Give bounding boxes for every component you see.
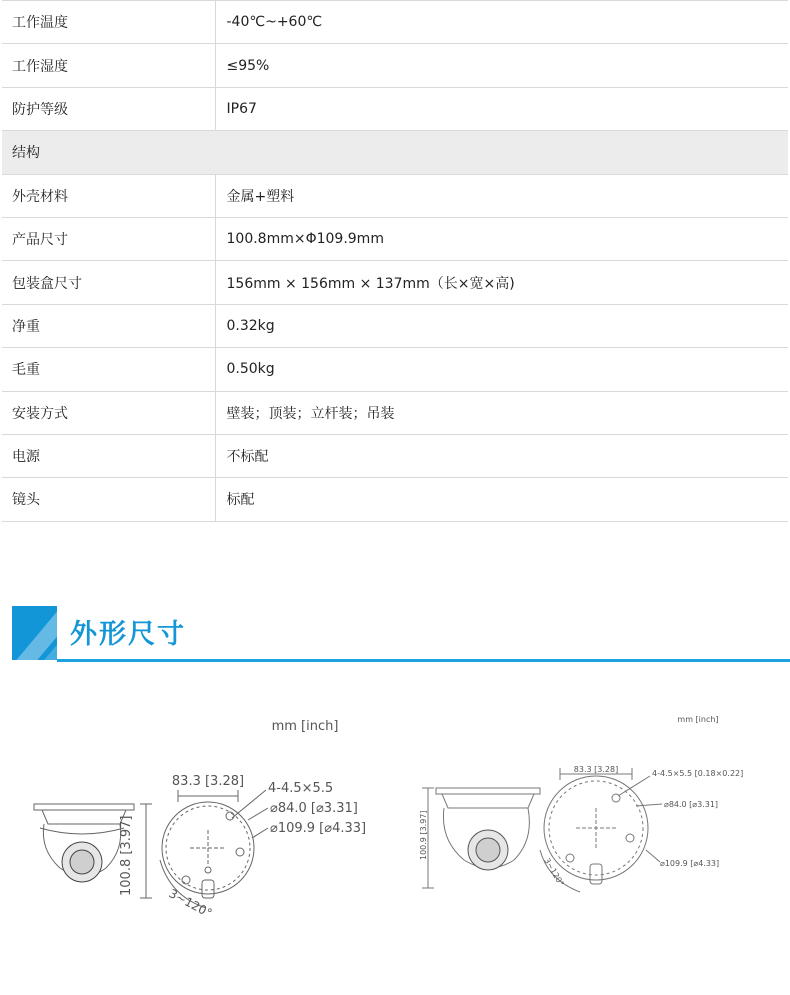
holes-label: 4-4.5×5.5 [268,781,334,796]
spec-row [2,304,788,347]
side-view-icon [436,788,540,870]
width-label: 83.3 [3.28] [171,774,245,789]
top-view-icon [162,802,254,898]
spec-label: 外壳材料 [2,174,215,217]
section-marker-icon [12,606,57,660]
spec-row [2,1,788,44]
dimension-drawing-right [410,700,780,910]
section-divider [57,659,790,662]
spec-section-title: 结构 [2,131,788,174]
spec-value: 0.32kg [215,304,788,347]
dimension-drawing-left [20,700,380,940]
spec-label: 镜头 [2,478,215,521]
width-label: 83.3 [3.28] [573,765,619,774]
spec-value: 不标配 [215,434,788,477]
spec-row [2,44,788,87]
spec-row [2,478,788,521]
top-view-icon [544,776,648,884]
spec-value: 标配 [215,478,788,521]
angle-label: 3~120° [166,886,215,921]
height-label: 100.9 [3.97] [419,810,428,860]
spec-row [2,87,788,130]
diameter-inner-label: ⌀84.0 [⌀3.31] [664,800,719,809]
spec-value: 0.50kg [215,348,788,391]
spec-label: 工作温度 [2,1,215,44]
spec-label: 毛重 [2,348,215,391]
unit-label: mm [inch] [271,719,339,734]
angle-label: 3~120° [542,856,566,888]
spec-value: 156mm × 156mm × 137mm（长×宽×高) [215,261,788,304]
spec-row [2,391,788,434]
unit-label: mm [inch] [677,715,719,724]
height-label: 100.8 [3.97] [119,815,134,896]
spec-row [2,434,788,477]
spec-row [2,217,788,260]
spec-value: 壁装；顶装；立杆装；吊装 [215,391,788,434]
spec-table [2,0,788,522]
spec-label: 产品尺寸 [2,217,215,260]
section-title: 外形尺寸 [70,619,186,650]
diameter-inner-label: ⌀84.0 [⌀3.31] [270,801,358,816]
spec-label: 安装方式 [2,391,215,434]
spec-value: 金属+塑料 [215,174,788,217]
spec-label: 电源 [2,434,215,477]
spec-label: 包装盒尺寸 [2,261,215,304]
spec-label: 工作湿度 [2,44,215,87]
spec-row [2,261,788,304]
diameter-outer-label: ⌀109.9 [⌀4.33] [270,821,367,836]
spec-row [2,174,788,217]
spec-value: -40℃~+60℃ [215,1,788,44]
spec-value: 100.8mm×Φ109.9mm [215,217,788,260]
spec-value: IP67 [215,87,788,130]
spec-label: 防护等级 [2,87,215,130]
spec-row [2,348,788,391]
spec-value: ≤95% [215,44,788,87]
spec-section-row [2,131,788,174]
diameter-outer-label: ⌀109.9 [⌀4.33] [660,859,720,868]
spec-label: 净重 [2,304,215,347]
dimensions-section-header [12,606,790,661]
holes-label: 4-4.5×5.5 [0.18×0.22] [652,769,744,778]
